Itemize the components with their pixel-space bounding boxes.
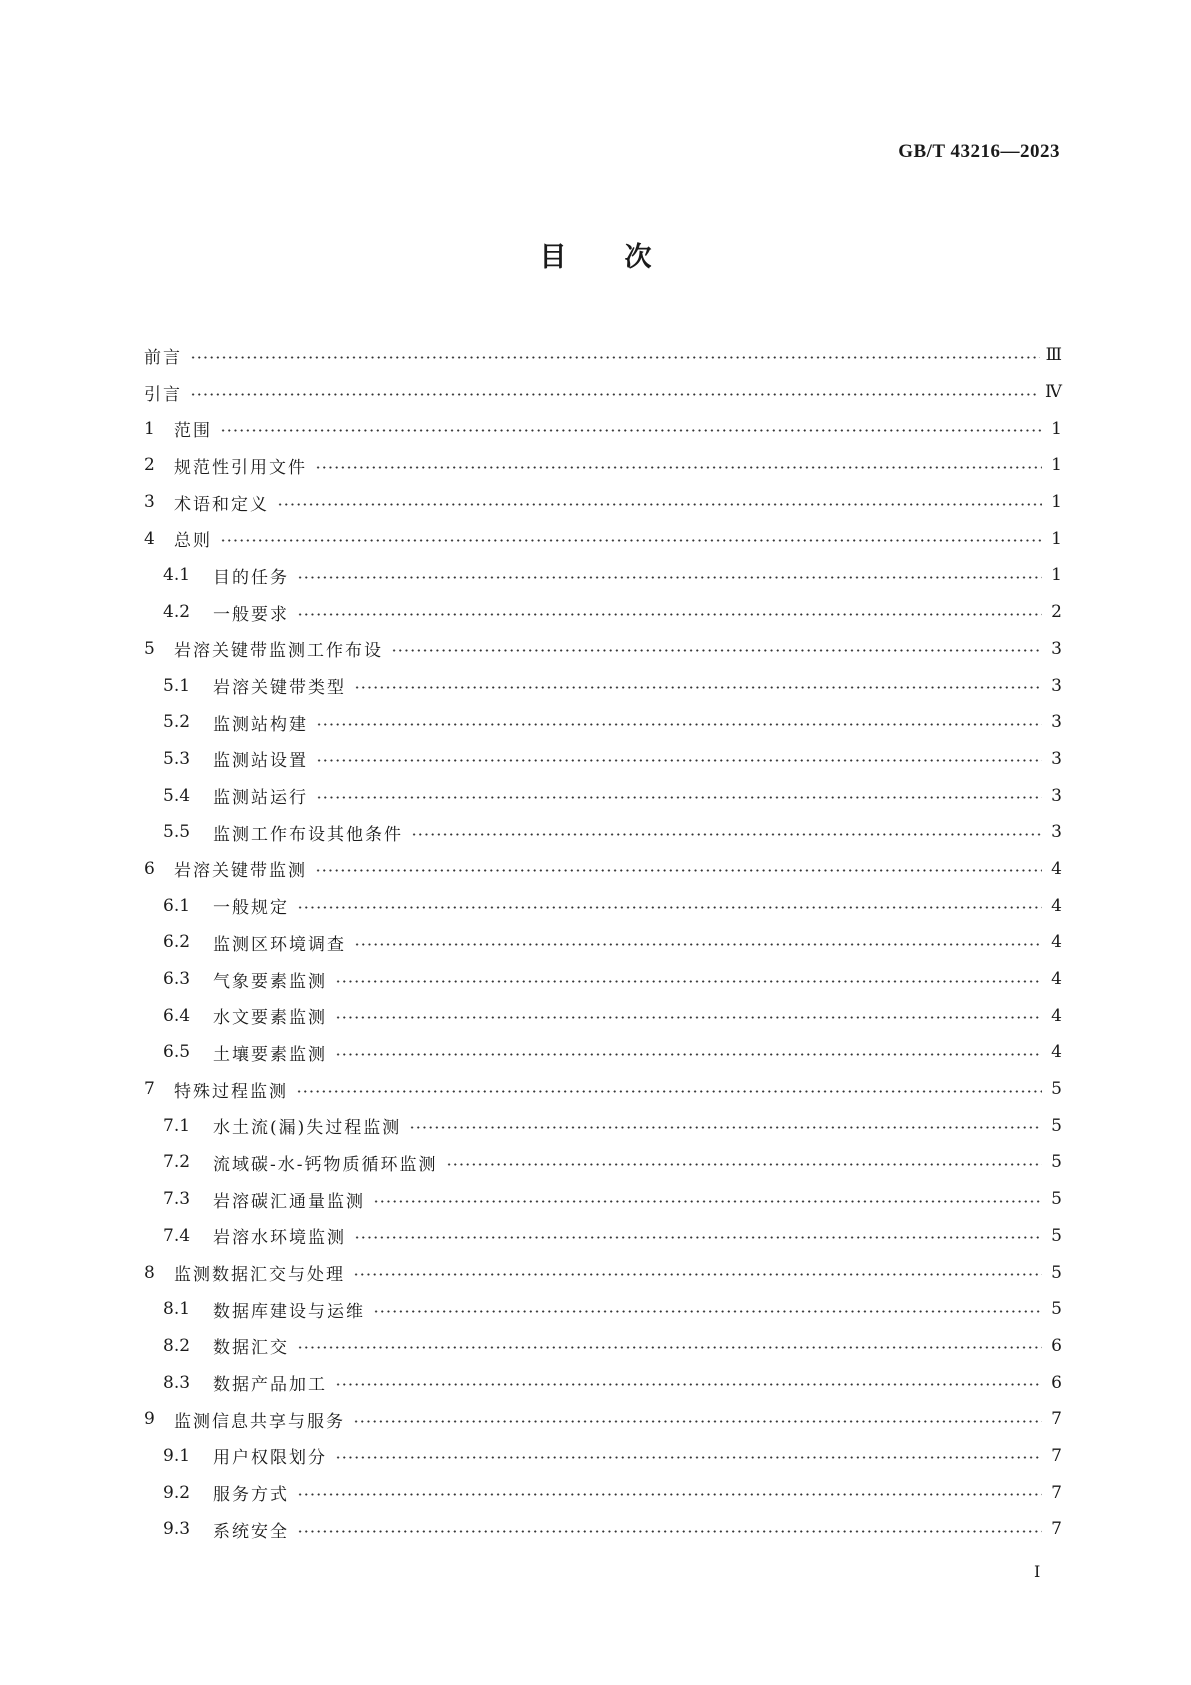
toc-entry[interactable] — [144, 814, 1062, 851]
toc-dot-leader — [354, 1236, 1042, 1239]
toc-dot-leader — [220, 429, 1042, 432]
toc-entry[interactable] — [144, 1328, 1062, 1365]
toc-entry-title: 流域碳-水-钙物质循环监测 — [213, 1154, 438, 1175]
toc-entry-title: 用户权限划分 — [213, 1448, 327, 1469]
toc-dot-leader — [297, 906, 1042, 909]
toc-dot-leader — [335, 1456, 1042, 1459]
toc-entry[interactable] — [144, 704, 1062, 741]
toc-entry-number: 5.3 — [163, 748, 191, 769]
toc-dot-leader — [353, 1420, 1042, 1423]
toc-entry-page: 5 — [1051, 1225, 1062, 1246]
toc-entry-number: 7.2 — [163, 1152, 191, 1173]
toc-dot-leader — [354, 943, 1042, 946]
toc-dot-leader — [354, 686, 1042, 689]
toc-entry[interactable] — [144, 1144, 1062, 1181]
toc-dot-leader — [190, 356, 1040, 359]
toc-entry[interactable] — [144, 1218, 1062, 1255]
toc-dot-leader — [335, 1383, 1042, 1386]
toc-dot-leader — [297, 613, 1042, 616]
toc-dot-leader — [297, 1346, 1042, 1349]
toc-entry-page: 4 — [1051, 1042, 1062, 1063]
page-title: 目次 — [539, 242, 710, 273]
toc-entry[interactable] — [144, 1254, 1062, 1291]
toc-entry-number: 1 — [144, 418, 155, 439]
toc-entry[interactable] — [144, 1438, 1062, 1475]
toc-entry-title: 规范性引用文件 — [174, 457, 307, 478]
toc-dot-leader — [335, 1053, 1042, 1056]
toc-dot-leader — [335, 1016, 1042, 1019]
toc-entry[interactable] — [144, 851, 1062, 888]
toc-entry-title: 监测站运行 — [213, 788, 308, 809]
toc-entry-number: 9 — [144, 1409, 155, 1430]
toc-entry[interactable] — [144, 410, 1062, 447]
toc-entry-page: 4 — [1051, 895, 1062, 916]
toc-entry-number: 9.1 — [163, 1445, 191, 1466]
toc-entry[interactable] — [144, 1511, 1062, 1548]
toc-entry-number: 8.1 — [163, 1299, 191, 1320]
standard-code: GB/T 43216—2023 — [898, 141, 1060, 162]
toc-entry-title: 监测站设置 — [213, 751, 308, 772]
toc-entry-number: 7.4 — [163, 1225, 191, 1246]
toc-entry-page: 5 — [1051, 1079, 1062, 1100]
toc-dot-leader — [297, 1493, 1042, 1496]
toc-dot-leader — [315, 466, 1042, 469]
toc-entry-number: 9.3 — [163, 1519, 191, 1540]
toc-entry-title: 术语和定义 — [174, 494, 269, 515]
toc-dot-leader — [411, 833, 1042, 836]
toc-entry-title: 水土流(漏)失过程监测 — [213, 1118, 402, 1139]
toc-entry-page: 5 — [1051, 1262, 1062, 1283]
toc-entry-page: 4 — [1051, 932, 1062, 953]
toc-entry-page: 4 — [1051, 969, 1062, 990]
toc-entry-title: 气象要素监测 — [213, 971, 327, 992]
toc-entry-number: 6.3 — [163, 969, 191, 990]
toc-dot-leader — [315, 869, 1042, 872]
toc-entry-number: 4.2 — [163, 602, 191, 623]
toc-entry-number: 5.4 — [163, 785, 191, 806]
toc-entry-number: 6.1 — [163, 895, 191, 916]
toc-entry-page: Ⅲ — [1045, 345, 1062, 366]
toc-entry-number: 5.1 — [163, 675, 191, 696]
toc-entry-title: 岩溶关键带类型 — [213, 678, 346, 699]
toc-entry-page: 1 — [1051, 492, 1062, 513]
toc-entry-title: 监测工作布设其他条件 — [213, 824, 403, 845]
toc-entry[interactable] — [144, 337, 1062, 374]
toc-entry-number: 8.3 — [163, 1372, 191, 1393]
toc-entry-title: 监测信息共享与服务 — [174, 1411, 345, 1432]
toc-entry-page: 1 — [1051, 528, 1062, 549]
toc-dot-leader — [373, 1200, 1042, 1203]
toc-entry-page: 3 — [1051, 822, 1062, 843]
toc-dot-leader — [335, 980, 1042, 983]
toc-entry-number: 5 — [144, 638, 155, 659]
toc-entry-title: 引言 — [144, 384, 182, 405]
toc-entry-page: 7 — [1051, 1445, 1062, 1466]
toc-entry[interactable] — [144, 520, 1062, 557]
toc-entry-number: 7.3 — [163, 1189, 191, 1210]
toc-entry-number: 7 — [144, 1079, 155, 1100]
toc-entry-number: 6 — [144, 858, 155, 879]
toc-entry[interactable] — [144, 997, 1062, 1034]
toc-entry-number: 8 — [144, 1262, 155, 1283]
toc-entry-title: 一般规定 — [213, 898, 289, 919]
toc-entry-page: 3 — [1051, 675, 1062, 696]
toc-dot-leader — [190, 393, 1039, 396]
toc-entry[interactable] — [144, 1401, 1062, 1438]
toc-entry-title: 土壤要素监测 — [213, 1044, 327, 1065]
toc-entry-title: 水文要素监测 — [213, 1008, 327, 1029]
toc-entry-title: 数据汇交 — [213, 1338, 289, 1359]
toc-entry[interactable] — [144, 924, 1062, 961]
toc-entry-number: 9.2 — [163, 1482, 191, 1503]
toc-entry[interactable] — [144, 1291, 1062, 1328]
toc-entry-title: 监测站构建 — [213, 714, 308, 735]
toc-entry[interactable] — [144, 777, 1062, 814]
toc-entry-page: 4 — [1051, 858, 1062, 879]
toc-dot-leader — [277, 503, 1042, 506]
toc-entry-page: 7 — [1051, 1519, 1062, 1540]
toc-entry-title: 监测数据汇交与处理 — [174, 1265, 345, 1286]
toc-entry-title: 特殊过程监测 — [174, 1081, 288, 1102]
toc-entry-title: 监测区环境调查 — [213, 934, 346, 955]
toc-entry-page: 5 — [1051, 1189, 1062, 1210]
toc-entry-page: 1 — [1051, 565, 1062, 586]
toc-entry-page: 5 — [1051, 1152, 1062, 1173]
toc-entry-title: 服务方式 — [213, 1485, 289, 1506]
toc-dot-leader — [316, 723, 1042, 726]
toc-entry-title: 岩溶关键带监测 — [174, 861, 307, 882]
toc-dot-leader — [446, 1163, 1043, 1166]
toc-entry-page: 6 — [1051, 1335, 1062, 1356]
toc-entry-number: 5.5 — [163, 822, 191, 843]
toc-entry[interactable] — [144, 1474, 1062, 1511]
toc-entry-page: 3 — [1051, 785, 1062, 806]
toc-dot-leader — [316, 796, 1042, 799]
toc-entry[interactable] — [144, 667, 1062, 704]
toc-entry[interactable] — [144, 1107, 1062, 1144]
toc-entry-title: 岩溶水环境监测 — [213, 1228, 346, 1249]
toc-entry-number: 6.5 — [163, 1042, 191, 1063]
toc-dot-leader — [297, 1530, 1042, 1533]
toc-entry-number: 8.2 — [163, 1335, 191, 1356]
toc-entry-title: 前言 — [144, 347, 182, 368]
toc-dot-leader — [353, 1273, 1042, 1276]
toc-entry-title: 数据库建设与运维 — [213, 1301, 365, 1322]
toc-entry-page: 3 — [1051, 638, 1062, 659]
toc-entry-title: 总则 — [174, 531, 212, 552]
toc-entry-number: 5.2 — [163, 712, 191, 733]
table-of-contents — [144, 337, 1062, 1548]
toc-entry[interactable] — [144, 631, 1062, 668]
toc-entry-number: 6.4 — [163, 1005, 191, 1026]
toc-entry[interactable] — [144, 447, 1062, 484]
toc-entry[interactable] — [144, 961, 1062, 998]
toc-entry-number: 2 — [144, 455, 155, 476]
toc-entry-page: 2 — [1051, 602, 1062, 623]
toc-entry-title: 系统安全 — [213, 1521, 289, 1542]
toc-entry-title: 岩溶关键带监测工作布设 — [174, 641, 383, 662]
toc-dot-leader — [220, 539, 1042, 542]
toc-dot-leader — [409, 1126, 1042, 1129]
toc-entry-page: Ⅳ — [1045, 382, 1062, 403]
toc-entry-number: 4.1 — [163, 565, 191, 586]
toc-dot-leader — [373, 1310, 1042, 1313]
toc-entry[interactable] — [144, 887, 1062, 924]
toc-entry-page: 3 — [1051, 748, 1062, 769]
toc-entry-page: 7 — [1051, 1482, 1062, 1503]
toc-entry-number: 3 — [144, 492, 155, 513]
toc-entry-title: 一般要求 — [213, 604, 289, 625]
toc-entry-page: 6 — [1051, 1372, 1062, 1393]
toc-entry-number: 7.1 — [163, 1115, 191, 1136]
toc-entry-page: 3 — [1051, 712, 1062, 733]
toc-entry[interactable] — [144, 484, 1062, 521]
toc-entry[interactable] — [144, 1034, 1062, 1071]
toc-entry-page: 5 — [1051, 1115, 1062, 1136]
toc-entry-page: 7 — [1051, 1409, 1062, 1430]
toc-entry-page: 4 — [1051, 1005, 1062, 1026]
toc-entry-title: 范围 — [174, 421, 212, 442]
toc-entry[interactable] — [144, 557, 1062, 594]
toc-entry-page: 1 — [1051, 455, 1062, 476]
toc-entry-title: 岩溶碳汇通量监测 — [213, 1191, 365, 1212]
toc-entry[interactable] — [144, 1181, 1062, 1218]
toc-entry[interactable] — [144, 1364, 1062, 1401]
toc-dot-leader — [391, 649, 1042, 652]
toc-entry-title: 目的任务 — [213, 567, 289, 588]
toc-entry[interactable] — [144, 1071, 1062, 1108]
toc-entry[interactable] — [144, 374, 1062, 411]
toc-entry-title: 数据产品加工 — [213, 1375, 327, 1396]
toc-entry-page: 5 — [1051, 1299, 1062, 1320]
toc-dot-leader — [316, 759, 1042, 762]
toc-entry-number: 6.2 — [163, 932, 191, 953]
toc-dot-leader — [296, 1090, 1042, 1093]
toc-entry[interactable] — [144, 741, 1062, 778]
toc-entry-number: 4 — [144, 528, 155, 549]
toc-dot-leader — [297, 576, 1042, 579]
toc-entry-page: 1 — [1051, 418, 1062, 439]
toc-entry[interactable] — [144, 594, 1062, 631]
page-number: I — [1034, 1562, 1041, 1581]
